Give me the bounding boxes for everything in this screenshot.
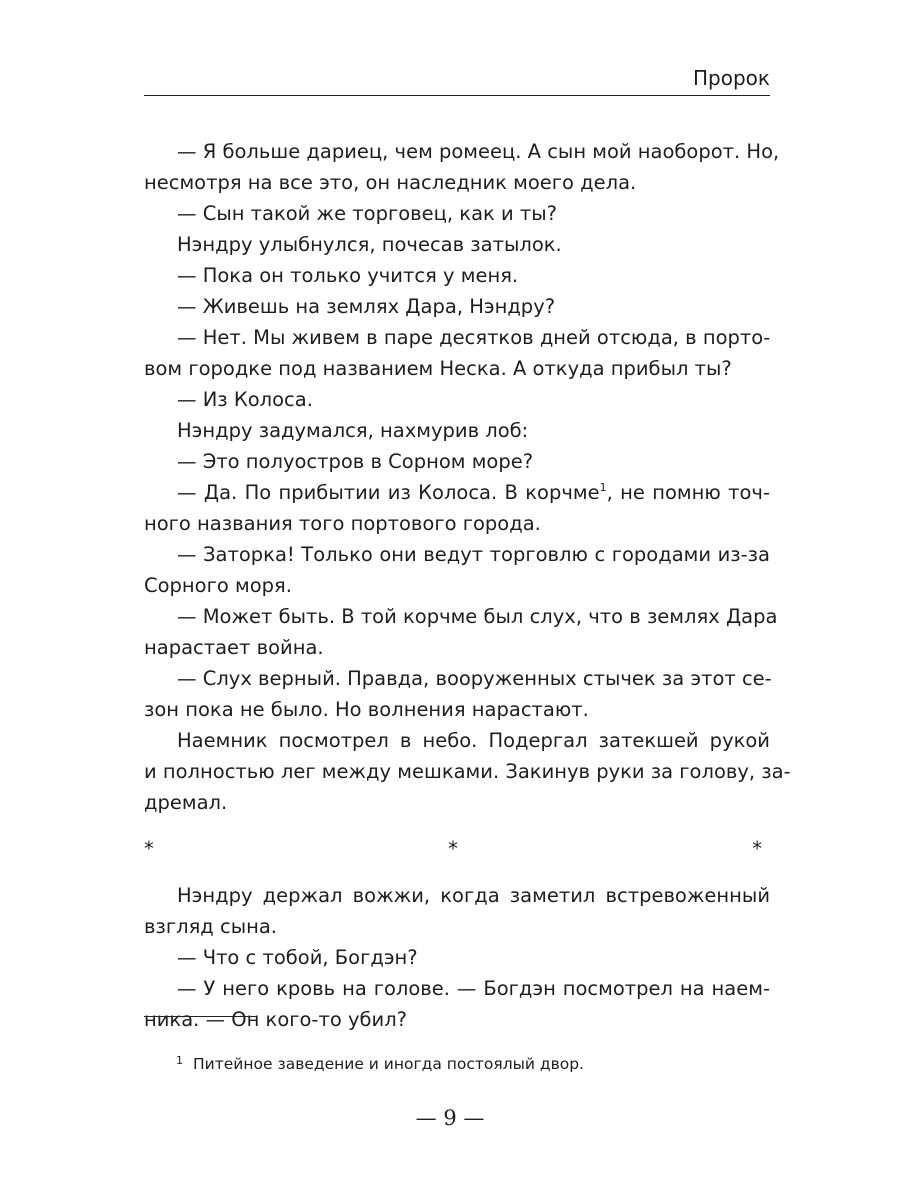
- footnote-divider: [144, 1016, 256, 1017]
- text-line: — Заторка! Только они ведут торговлю с городами из-за: [177, 543, 770, 566]
- footnote: [176, 1050, 584, 1075]
- body-text: [144, 136, 791, 1035]
- text-line: — У него кровь на голове. — Богдэн посмотрел на наем-: [177, 977, 770, 1000]
- text-line: Наемник посмотрел в небо. Подергал затекшей рукой: [177, 729, 770, 752]
- text-line: Нэндру улыбнулся, почесав затылок.: [177, 233, 562, 256]
- text-line: — Пока он только учится у меня.: [177, 264, 519, 287]
- text-line: ного названия того портового города.: [144, 512, 541, 535]
- text-line: нарастает война.: [144, 636, 324, 659]
- text-line: — Я больше дариец, чем ромеец. А сын мой наоборот. Но,: [177, 140, 780, 163]
- section-break: * * *: [144, 837, 770, 860]
- text-line-with-footnote: [144, 477, 770, 508]
- text-line: ника. — Он кого-то убил?: [144, 1008, 408, 1031]
- text-line: — Слух верный. Правда, вооруженных стычек за этот се-: [177, 667, 772, 690]
- footnote-text: Питейное заведение и иногда постоялый двор.: [193, 1055, 584, 1073]
- footnote-reference: 1: [599, 481, 607, 494]
- text-line: Нэндру задумался, нахмурив лоб:: [177, 419, 529, 442]
- text-line: — Нет. Мы живем в паре десятков дней отсюда, в порто-: [177, 326, 771, 349]
- text-line: — Из Колоса.: [177, 388, 313, 411]
- text-line-start: — Да. По прибытии из Колоса. В корчме: [177, 481, 600, 504]
- running-head: Пророк: [144, 64, 770, 96]
- text-line: несмотря на все это, он наследник моего дела.: [144, 171, 637, 194]
- text-line: Сорного моря.: [144, 574, 292, 597]
- text-line-tail: , не помню точ-: [606, 481, 770, 504]
- footnote-number: 1: [176, 1054, 183, 1067]
- text-line: — Сын такой же торговец, как и ты?: [177, 202, 557, 225]
- text-line: вом городке под названием Неска. А откуда прибыл ты?: [144, 357, 732, 380]
- text-line: зон пока не было. Но волнения нарастают.: [144, 698, 589, 721]
- text-line: Нэндру держал вожжи, когда заметил встревоженный: [177, 884, 770, 907]
- text-line: и полностью лег между мешками. Закинув руки за голову, за-: [144, 760, 791, 783]
- page-number: — 9 —: [415, 1106, 485, 1130]
- text-line: — Это полуостров в Сорном море?: [177, 450, 534, 473]
- text-line: взгляд сына.: [144, 915, 277, 938]
- text-line: дремал.: [144, 791, 228, 814]
- text-line: — Что с тобой, Богдэн?: [177, 946, 418, 969]
- text-line: — Может быть. В той корчме был слух, что в землях Дара: [177, 605, 778, 628]
- text-line: — Живешь на землях Дара, Нэндру?: [177, 295, 556, 318]
